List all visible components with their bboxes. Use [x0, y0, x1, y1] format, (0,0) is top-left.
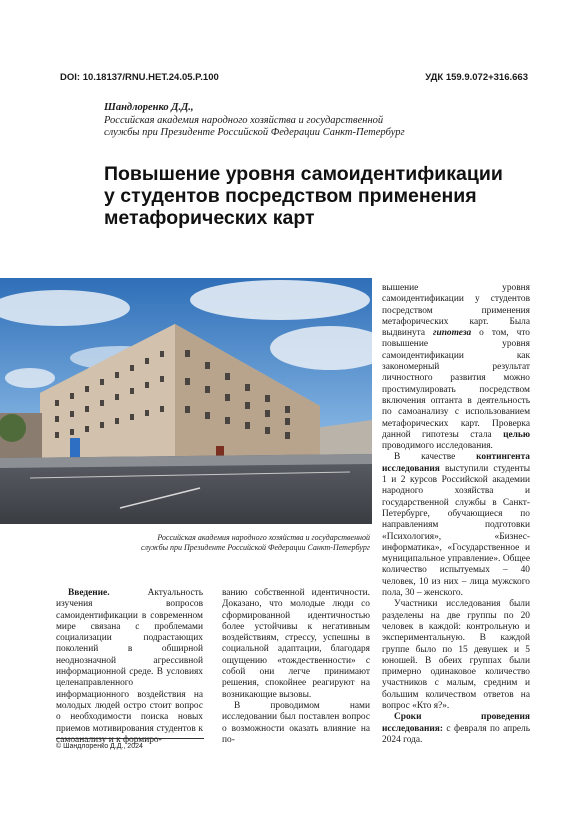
timeline-keyword: Сроки проведения исследования:	[382, 712, 530, 734]
caption-line-2: службы при Президенте Российской Федерации Санкт-Петербург	[140, 543, 370, 552]
title-line-2: у студентов посредством применения	[104, 185, 477, 207]
paragraph-introduction	[56, 588, 203, 746]
contingent-text-a: В качестве	[394, 452, 456, 463]
udk-code: УДК 159.9.072+316.663	[425, 72, 528, 83]
author-affiliation-line2: службы при Президенте Российской Федерации Санкт-Петербург	[104, 127, 405, 138]
article-title	[104, 163, 524, 229]
paragraph-research-question: В проводимом нами исследовании был поставлен вопрос о возможности оказать влияние на по-	[222, 700, 370, 745]
copyright: © Шандлоренко Д.Д., 2024	[56, 743, 143, 750]
paragraph-contingent	[382, 452, 530, 599]
footnote-divider	[56, 738, 204, 739]
middle-column	[222, 588, 370, 746]
goal-keyword: целью	[503, 429, 531, 440]
caption-line-1: Российская академия народного хозяйства и государственной	[157, 533, 370, 542]
author-affiliation-line1: Российская академия народного хозяйства и государственной	[104, 114, 384, 126]
paragraph-identity: ванию собственной идентичности. Доказано, что молодые люди со сформированной идентичностью более устойчивы к негативным воздействиям, стрессу, успешны в социальной адаптации, благодаря ощущению «тождественности» с собой они легче принимают решения, спокойнее реагируют на возникающие вызовы.	[222, 588, 370, 700]
author-block	[104, 102, 504, 140]
title-line-3: метафорических карт	[104, 207, 315, 229]
hypothesis-text-a: вышение уровня самоидентификации у студентов посредством применения метафорических карт. Была выдвинута	[382, 283, 530, 339]
figure-caption	[96, 533, 370, 553]
title-line-1: Повышение уровня самоидентификации	[104, 163, 503, 185]
timeline-text: с февраля по апрель 2024 года.	[382, 723, 531, 745]
author-name: Шандлоренко Д.Д.,	[104, 102, 194, 113]
building-photo	[0, 278, 372, 524]
contingent-text-b: выступили студенты 1 и 2 курсов Российской академии народного хозяйства и государственной службы в Санкт-Петербурге, обучающиеся по направлениям подготовки «Психология», «Бизнес-информатика», «Государственное и муниципальное управление». Общее количество испытуемых – 40 человек, 10 из них – лица мужского пола, 30 – женского.	[382, 463, 530, 599]
hypothesis-keyword: гипотеза	[433, 328, 472, 339]
doi: DOI: 10.18137/RNU.HET.24.05.P.100	[60, 72, 219, 83]
left-column	[56, 588, 203, 746]
hypothesis-text-b: о том, что повышение уровня самоидентификации как закономерный результат личностного развития можно простимулировать посредством включения оптанта в деятельность по самоанализу с использованием метафорических карт. Проверка данной гипотезы стала	[382, 328, 530, 440]
hypothesis-text-c: проводимого исследования.	[382, 441, 493, 452]
contingent-keyword: контингента исследования	[382, 452, 530, 474]
paragraph-hypothesis	[382, 283, 530, 452]
paragraph-groups: Участники исследования были разделены на две группы по 20 человек в каждой: контрольную и экспериментальную. В каждой группе было по 15 девушек и 5 юношей. В обеих группах были примерно одинаковое количество участников с малым, средним и большим количеством ответов на вопрос «Кто я?».	[382, 599, 530, 711]
introduction-text: Актуальность изучения вопросов самоидентификации в современном мире связана с проблемами социализации подрастающих поколений в обширной неоднозначной агрессивной информационной среде. В условиях целенаправленного информационного воздействия на молодых людей остро стоит вопрос о необходимости поиска новых приемов мотивирования студентов к самоанализу и к формиро-	[56, 588, 203, 745]
right-column	[382, 283, 530, 746]
paragraph-timeline	[382, 712, 530, 746]
introduction-keyword: Введение.	[68, 588, 110, 598]
